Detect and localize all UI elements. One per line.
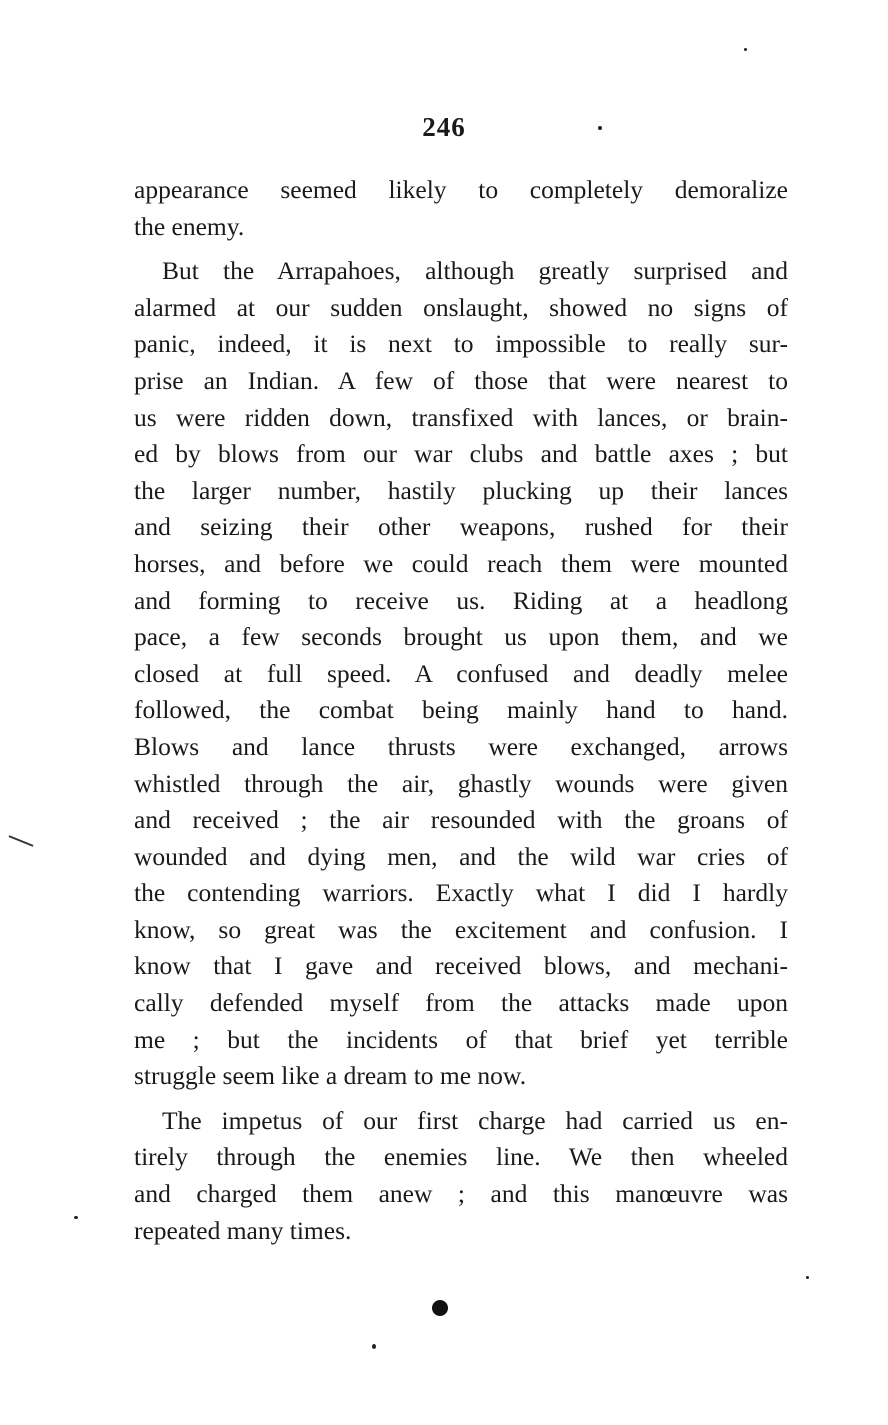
text-line: struggle seem like a dream to me now. — [134, 1061, 527, 1091]
text-line: and forming to receive us. Riding at a headlong — [134, 585, 788, 615]
text-line: whistled through the air, ghastly wounds were given — [134, 768, 788, 798]
text-line: know that I gave and received blows, and mechani- — [134, 951, 788, 981]
text-line: me ; but the incidents of that brief yet terrible — [134, 1024, 788, 1054]
text-line: know, so great was the excitement and confusion. I — [134, 914, 788, 944]
paragraph — [134, 172, 788, 245]
text-line: followed, the combat being mainly hand to hand. — [134, 695, 788, 725]
text-line: wounded and dying men, and the wild war cries of — [134, 841, 788, 871]
scan-speck — [74, 1216, 78, 1219]
ornament-dot — [432, 1300, 448, 1316]
scan-speck — [744, 48, 747, 51]
text-line: The impetus of our first charge had carried us en- — [162, 1105, 788, 1135]
body-text — [134, 172, 788, 1249]
text-line: closed at full speed. A confused and deadly melee — [134, 658, 788, 688]
text-line: horses, and before we could reach them were mounted — [134, 548, 788, 578]
text-line: us were ridden down, transfixed with lances, or brain- — [134, 402, 788, 432]
text-line: Blows and lance thrusts were exchanged, arrows — [134, 731, 788, 761]
text-line: cally defended myself from the attacks made upon — [134, 988, 788, 1018]
text-line: tirely through the enemies line. We then wheeled — [134, 1142, 788, 1172]
text-line: and seizing their other weapons, rushed for their — [134, 512, 788, 542]
scan-speck — [598, 126, 602, 130]
scan-speck — [372, 1344, 376, 1349]
text-line: and charged them anew ; and this manœuvre was — [134, 1179, 788, 1209]
text-line: and received ; the air resounded with the groans of — [134, 805, 788, 835]
text-line: pace, a few seconds brought us upon them, and we — [134, 622, 788, 652]
scan-mark — [9, 835, 34, 847]
page-number: 246 — [422, 112, 466, 142]
text-line: ed by blows from our war clubs and battle axes ; but — [134, 439, 788, 469]
text-line: the enemy. — [134, 211, 245, 241]
text-line: the contending warriors. Exactly what I did I hardly — [134, 878, 788, 908]
scan-speck — [806, 1276, 809, 1279]
text-line: appearance seemed likely to completely demoralize — [134, 175, 788, 204]
text-line: panic, indeed, it is next to impossible to really sur- — [134, 329, 788, 359]
text-line: alarmed at our sudden onslaught, showed no signs of — [134, 292, 788, 322]
paragraph — [134, 253, 788, 1095]
text-line: repeated many times. — [134, 1215, 352, 1245]
text-line: But the Arrapahoes, although greatly surprised and — [162, 256, 788, 286]
text-line: prise an Indian. A few of those that were nearest to — [134, 365, 788, 395]
paragraph — [134, 1103, 788, 1249]
text-line: the larger number, hastily plucking up their lances — [134, 475, 788, 505]
